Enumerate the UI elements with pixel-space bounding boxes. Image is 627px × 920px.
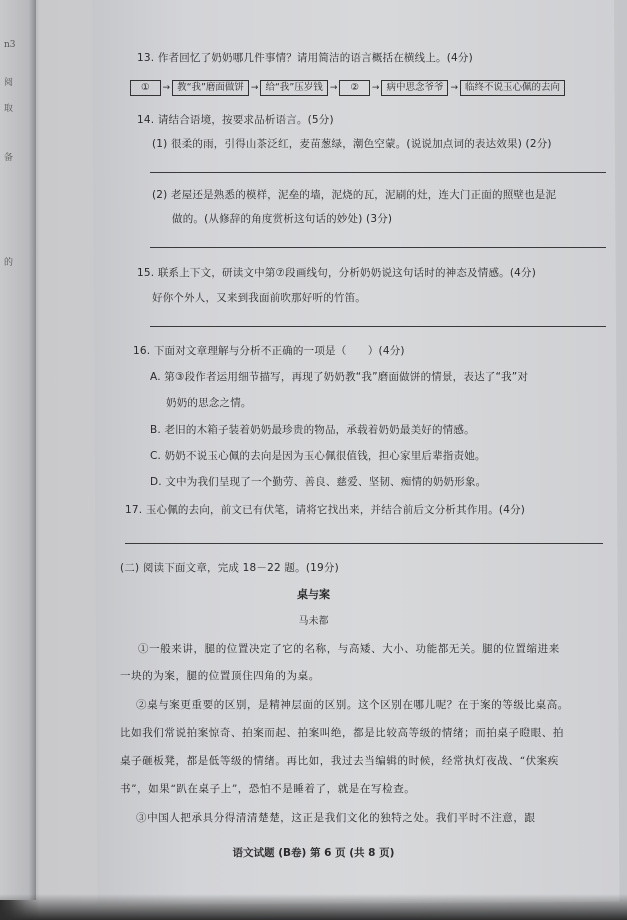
question-13: 13. 作者回忆了奶奶哪几件事情？请用简洁的语言概括在横线上。(4分) (137, 52, 473, 64)
answer-line (150, 326, 606, 327)
question-15-quote: 好你个外人，又来到我面前吹那好听的竹笛。 (152, 292, 366, 304)
article-author: 马未都 (298, 616, 329, 627)
left-page-edge (0, 0, 36, 900)
question-15: 15. 联系上下文，研读文中第⑦段画线句，分析奶奶说这句话时的神态及情感。(4分) (137, 267, 537, 279)
arrow-right-icon: → (329, 83, 338, 93)
answer-line (150, 172, 606, 173)
article-title: 桌与案 (297, 588, 330, 601)
flow-box-pendant: 临终不说玉心佩的去向 (460, 80, 565, 96)
flow-blank-2: ② (339, 80, 370, 96)
question-16: 16. 下面对文章理解与分析不正确的一项是（ ）(4分) (133, 345, 405, 357)
arrow-right-icon: → (371, 83, 380, 93)
desk-shadow (0, 894, 627, 920)
question-14-sub-1: (1) 很柔的雨，引得山茶泛红，麦苗葱绿，潮色空蒙。(说说加点词的表达效果) (2分) (152, 138, 552, 150)
q16-option-d: D. 文中为我们呈现了一个勤劳、善良、慈爱、坚韧、痴情的奶奶形象。 (150, 476, 487, 488)
article-paragraph-2-line-4: 书”，如果“趴在桌子上”，恐怕不是睡着了，就是在写检查。 (120, 783, 416, 795)
arrow-right-icon: → (450, 83, 458, 93)
answer-line (150, 247, 606, 248)
q16-option-c: C. 奶奶不说玉心佩的去向是因为玉心佩很值钱，担心家里后辈指责她。 (150, 450, 486, 462)
arrow-right-icon: → (250, 83, 259, 93)
article-paragraph-3: ③中国人把承具分得清清楚楚，这正是我们文化的独特之处。我们平时不注意，跟 (136, 812, 536, 824)
q13-flow-diagram (130, 80, 565, 96)
arrow-right-icon: → (162, 83, 171, 93)
section-2-heading: (二) 阅读下面文章，完成 18－22 题。(19分) (120, 562, 339, 574)
left-page-char: 取 (4, 104, 14, 114)
page-footer: 语文试题 (B卷) 第 6 页 (共 8 页) (232, 847, 395, 859)
flow-blank-1: ① (130, 80, 161, 96)
left-page-char: 的 (4, 258, 14, 268)
flow-box-teach: 教“我”磨面做饼 (172, 80, 249, 96)
answer-line (125, 543, 603, 544)
article-paragraph-2-line-3: 桌子砸板凳，都是低等级的情绪。再比如，我过去当编辑的时候，经常执灯夜战、“伏案疾 (120, 755, 559, 767)
q16-option-b: B. 老旧的木箱子装着奶奶最珍贵的物品，承载着奶奶最美好的情感。 (150, 424, 475, 436)
left-page-char: n3 (4, 40, 16, 50)
question-14-sub-2-cont: 做的。(从修辞的角度赏析这句话的妙处) (3分) (172, 213, 393, 225)
article-paragraph-1-cont: 一块的为案，腿的位置顶住四角的为桌。 (120, 670, 320, 682)
left-page-char: 阅 (4, 78, 14, 88)
q16-option-a: A. 第③段作者运用细节描写，再现了奶奶教“我”磨面做饼的情景，表达了“我”对 (150, 371, 529, 383)
question-14-sub-2: (2) 老屋还是熟悉的模样，泥垒的墙，泥烧的瓦，泥刷的灶，连大门正面的照壁也是泥 (152, 189, 557, 201)
article-paragraph-1: ①一般来讲，腿的位置决定了它的名称，与高矮、大小、功能都无关。腿的位置缩进来 (138, 643, 560, 655)
question-17: 17. 玉心佩的去向，前文已有伏笔，请将它找出来，并结合前后文分析其作用。(4分) (125, 504, 526, 516)
article-paragraph-2: ②桌与案更重要的区别，是精神层面的区别。这个区别在哪儿呢？在于案的等级比桌高。 (136, 699, 569, 711)
left-page-char: 备 (4, 153, 14, 163)
q16-option-a-cont: 奶奶的思念之情。 (166, 397, 252, 409)
article-paragraph-2-line-2: 比如我们常说拍案惊奇、拍案而起、拍案叫绝，都是比较高等级的情绪；而拍桌子瞪眼、拍 (120, 727, 564, 739)
question-14: 14. 请结合语境，按要求品析语言。(5分) (137, 114, 334, 126)
flow-box-money: 给“我”压岁钱 (260, 80, 327, 96)
flow-box-illness: 病中思念爷爷 (381, 80, 448, 96)
